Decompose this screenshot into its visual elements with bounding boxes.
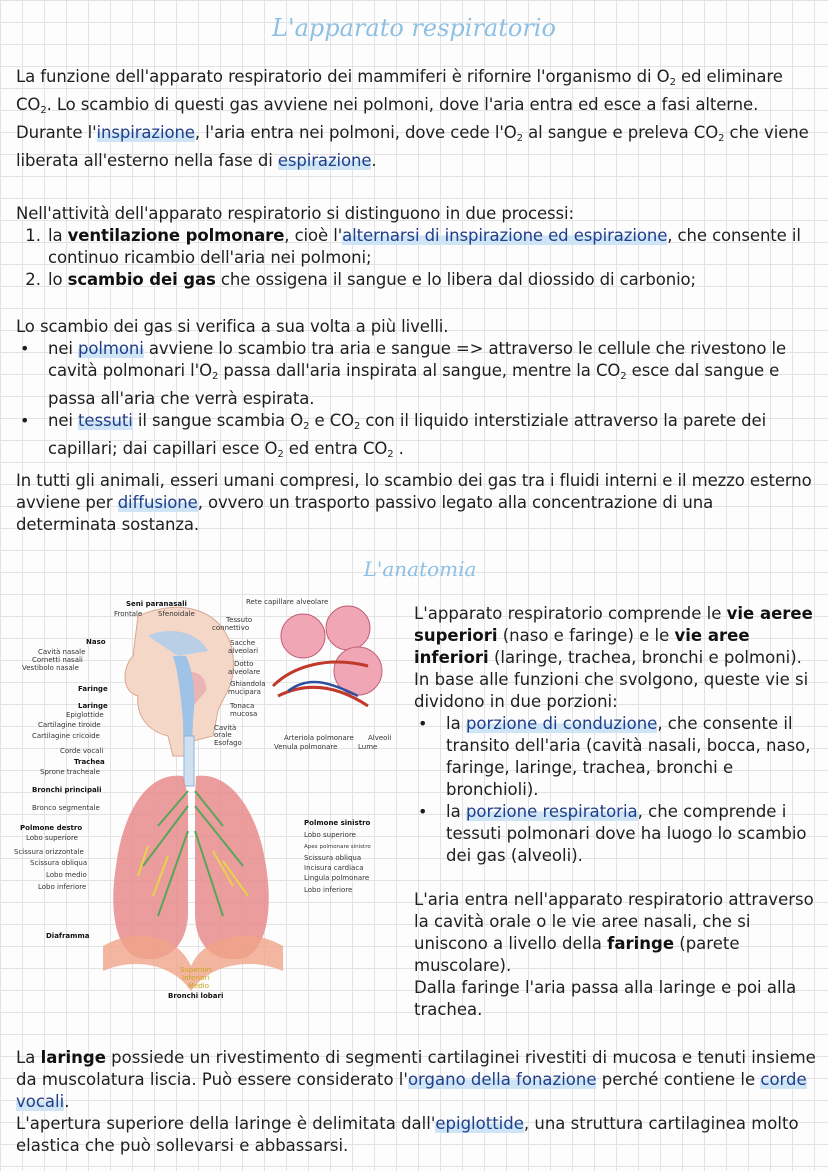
label-tonaca: Tonaca [230, 702, 255, 710]
label-lume: Lume [358, 743, 378, 751]
label-alveolari: alveolari [228, 647, 259, 655]
label-cavita: Cavità [214, 724, 237, 732]
label-lobo-medio: Lobo medio [46, 871, 87, 879]
intro-paragraph-2: Durante l'inspirazione, l'aria entra nei polmoni, dove cede $l'O_2$ al sangue e preleva $CO_2$ che viene liberata all'esterno nella fase di espirazione. [16, 123, 809, 170]
list-item: • nei polmoni avviene lo scambio tra aria e sangue => attraverso le cellule che rivestono le cavità polmonari $l'O_2$ passa dall'aria inspirata al sangue, mentre la $CO_2$ esce dal sangue e passa all'aria che verrà espirata. [46, 338, 816, 410]
label-scissura-obliqua-dx: Scissura obliqua [30, 859, 88, 867]
diffusion-paragraph: In tutti gli animali, esseri umani compresi, lo scambio dei gas tra i fluidi interni e il mezzo esterno avviene per diffusione, ovvero un trasporto passivo legato alla concentrazione di una determinata sostanza. [16, 471, 812, 534]
label-sprone-tracheale: Sprone tracheale [40, 768, 100, 776]
label-superiori: Superiori [180, 966, 212, 974]
label-bronco-segmentale: Bronco segmentale [32, 804, 100, 812]
label-seni-paranasali: Seni paranasali [126, 600, 187, 608]
label-mucosa: mucosa [230, 710, 258, 718]
anatomy-text-column [414, 603, 814, 1021]
label-cornetti-nasali: Cornetti nasali [32, 656, 83, 664]
list-item: 2. lo scambio dei gas che ossigena il sangue e lo libera dal diossido di carbonio; [46, 269, 816, 291]
intro-paragraph-1: La funzione dell'apparato respiratorio dei mammiferi è rifornire l'organismo di $O_2$ ed eliminare $CO_2$. Lo scambio di questi gas avviene nei polmoni, dove l'aria entra ed esce a fasi alterne. [16, 67, 783, 116]
alveoli-sac-1 [281, 614, 325, 658]
page-title: L'apparato respiratorio [272, 14, 556, 42]
respiratory-system-diagram [8, 596, 408, 1006]
label-polmone-sinistro: Polmone sinistro [304, 819, 371, 827]
label-lobo-inferiore-sx: Lobo inferiore [304, 886, 353, 894]
anatomy-paragraph-3: Dalla faringe l'aria passa alla laringe e poi alla trachea. [414, 978, 797, 1019]
label-vestibolo-nasale: Vestibolo nasale [22, 664, 79, 672]
label-sfenoidale: Sfenoidale [158, 610, 195, 618]
label-mucipara: mucipara [228, 688, 261, 696]
label-polmone-destro: Polmone destro [20, 824, 83, 832]
label-sacche: Sacche [230, 639, 256, 647]
label-cartilagine-tiroide: Cartilagine tiroide [38, 721, 101, 729]
levels-lead: Lo scambio dei gas si verifica a sua volta a più livelli. [16, 317, 449, 336]
label-incisura-cardiaca: Incisura cardiaca [304, 864, 364, 872]
label-cartilagine-cricoide: Cartilagine cricoide [32, 732, 100, 740]
label-laringe: Laringe [78, 702, 108, 710]
label-faringe: Faringe [78, 685, 108, 693]
label-arteriola: Arteriola polmonare [284, 734, 354, 742]
highlight-espirazione: espirazione [277, 151, 372, 170]
highlight-inspirazione: inspirazione [96, 123, 195, 142]
label-lobo-inferiore-dx: Lobo inferiore [38, 883, 87, 891]
label-tessuto: Tessuto [226, 616, 253, 624]
label-naso: Naso [86, 638, 106, 646]
larynx-paragraph-2: L'apertura superiore della laringe è delimitata dall'epiglottide, una struttura cartilaginea molto elastica che può sollevarsi e abbassarsi. [16, 1114, 799, 1155]
trachea-shape [184, 736, 194, 786]
anatomy-paragraph-1: L'apparato respiratorio comprende le vie aeree superiori (naso e faringe) e le vie aree inferiori (laringe, trachea, bronchi e polmoni). In base alle funzioni che svolgono, queste vie si dividono in due porzioni: [414, 604, 813, 711]
label-apex: Apex polmonare sinistro [304, 844, 371, 850]
label-diaframma: Diaframma [46, 932, 90, 940]
anatomy-title: L'anatomia [363, 557, 477, 581]
label-venula: Venula polmonare [274, 743, 338, 751]
list-item: • la porzione respiratoria, che comprende i tessuti polmonari dove ha luogo lo scambio dei gas (alveoli). [444, 801, 814, 867]
label-scissura-orizzontale: Scissura orizzontale [14, 848, 84, 856]
label-connettivo: connettivo [212, 624, 250, 632]
label-lingula: Lingula polmonare [304, 874, 370, 882]
label-scissura-obliqua-sx: Scissura obliqua [304, 854, 362, 862]
label-lobo-superiore-dx: Lobo superiore [26, 834, 78, 842]
alveoli-sac-2 [326, 606, 370, 650]
processes-lead: Nell'attività dell'apparato respiratorio si distinguono in due processi: [16, 204, 574, 223]
label-esofago: Esofago [214, 739, 242, 747]
larynx-paragraph-1: La laringe possiede un rivestimento di segmenti cartilaginei rivestiti di mucosa e tenuti insieme da muscolatura liscia. Può essere considerato l'organo della fonazione perché contiene le corde vocali. [16, 1048, 816, 1111]
anatomy-list [414, 713, 814, 867]
anatomy-paragraph-2: L'aria entra nell'apparato respiratorio attraverso la cavità orale o le vie aree nasali, che si uniscono a livello della faringe (parete muscolare). [414, 890, 814, 975]
label-lobo-superiore-sx: Lobo superiore [304, 831, 356, 839]
levels-list [16, 338, 816, 466]
label-corde-vocali: Corde vocali [60, 747, 104, 755]
list-item: • nei tessuti il sangue scambia $O_2$ e $CO_2$ con il liquido interstiziale attraverso la parete dei capillari; dai capillari esce $O_2$ ed entra $CO_2$ . [46, 410, 816, 466]
label-dotto: Dotto [234, 660, 254, 668]
processes-list [16, 225, 816, 291]
label-medio: Medio [188, 982, 210, 990]
processes-section [16, 203, 816, 291]
larynx-section [16, 1047, 816, 1157]
levels-section [16, 316, 816, 466]
label-frontale: Frontale [114, 610, 143, 618]
list-item: • la porzione di conduzione, che consente il transito dell'aria (cavità nasali, bocca, naso, faringe, laringe, trachea, bronchi e bronchioli). [444, 713, 814, 801]
label-rete-capillare: Rete capillare alveolare [246, 598, 329, 606]
label-bronchi-principali: Bronchi principali [32, 786, 102, 794]
label-orale: orale [214, 731, 232, 739]
label-cavita-nasale: Cavità nasale [38, 648, 86, 656]
list-item: 1. la ventilazione polmonare, cioè l'alternarsi di inspirazione ed espirazione, che consente il continuo ricambio dell'aria nei polmoni; [46, 225, 816, 269]
label-bronchi-lobari: Bronchi lobari [168, 992, 224, 1000]
label-trachea: Trachea [74, 758, 105, 766]
label-ghiandola: Ghiandola [230, 680, 266, 688]
label-inferiori: Inferiori [182, 974, 210, 982]
label-epiglottide: Epiglottide [66, 711, 104, 719]
label-alveoli: Alveoli [368, 734, 392, 742]
intro-section [16, 66, 816, 172]
label-alveolare: alveolare [228, 668, 261, 676]
